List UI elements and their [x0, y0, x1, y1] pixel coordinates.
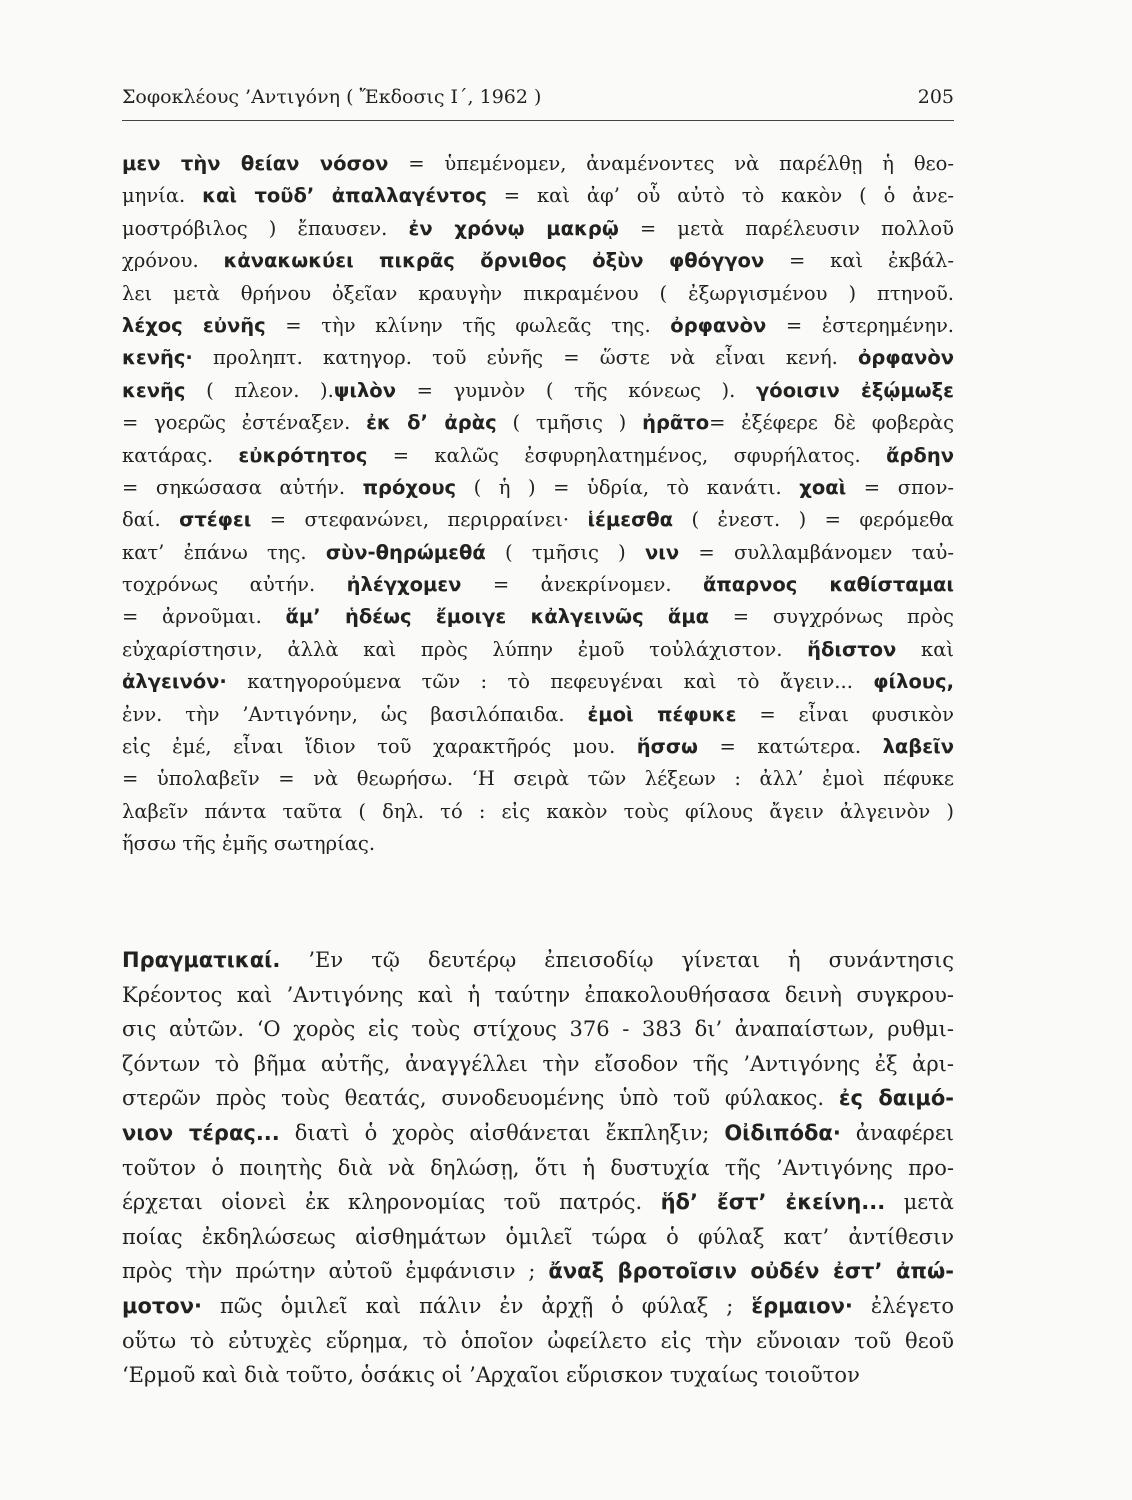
lemma: ἄναξ βροτοῖσιν οὐδέν ἐστ’ ἀπώ-: [548, 1259, 954, 1284]
gloss: ἐλέγετο: [852, 1293, 955, 1318]
gloss: μετὰ: [885, 1190, 954, 1215]
lemma: ἐς δαιμό-: [838, 1086, 954, 1111]
gloss: = ἐστερημένην.: [766, 313, 955, 337]
gloss: τοχρόνως αὐτήν.: [122, 573, 347, 597]
gloss: στερῶν πρὸς τοὺς θεατάς, συνοδευομένης ὑπὸ τοῦ φύλακος.: [122, 1086, 839, 1111]
gloss: = εἶναι φυσικὸν: [736, 702, 954, 726]
gloss: = καλῶς ἐσφυρηλατημένος, σφυρήλατος.: [367, 443, 887, 467]
lemma: ἥδ’ ἔστ’ ἐκείνη...: [660, 1190, 886, 1215]
lemma: ἐμοὶ πέφυκε: [587, 702, 737, 726]
running-header: [122, 86, 954, 121]
gloss: κατάρας.: [122, 443, 239, 467]
gloss: μοστρόβιλος ) ἔπαυσεν.: [122, 216, 409, 240]
text-line: [122, 1220, 954, 1255]
lemma: κενῆς·: [122, 346, 193, 370]
gloss: μηνία.: [122, 184, 203, 208]
gloss: = γυμνὸν ( τῆς κόνεως ).: [395, 378, 757, 402]
gloss: = στεφανώνει, περιρραίνει·: [251, 508, 588, 532]
text-line: [122, 796, 954, 828]
lemma: λέχος εὐνῆς: [122, 313, 266, 337]
lemma: ψιλὸν: [333, 378, 396, 402]
lemma: χοαὶ: [799, 475, 847, 499]
text-line: [122, 278, 954, 310]
text-line: [122, 1151, 954, 1186]
analysis-paragraph: [122, 943, 954, 1393]
lemma: μεν τὴν θείαν νόσον: [122, 152, 389, 175]
text-line: [122, 731, 954, 763]
gloss: κατηγορούμενα τῶν : τὸ πεφευγέναι καὶ τὸ ἄγειν...: [226, 670, 874, 694]
lemma: γόοισιν ἐξῴμωξε: [756, 378, 954, 402]
lemma: ὀρφανὸν: [858, 346, 954, 370]
lemma: νιον τέρας...: [122, 1120, 280, 1145]
gloss: ἐνν. τὴν ’Αντιγόνην, ὡς βασιλόπαιδα.: [122, 702, 588, 726]
lemma: στέφει: [179, 508, 252, 532]
gloss: = τὴν κλίνην τῆς φωλεᾶς της.: [265, 313, 671, 337]
gloss: εὐχαρίστησιν, ἀλλὰ καὶ πρὸς λύπην ἐμοῦ τοὐλάχιστον.: [122, 637, 808, 661]
gloss: = καὶ ἐκβάλ-: [764, 249, 955, 273]
commentary-block: [122, 148, 954, 861]
gloss: = συλλαμβάνομεν ταὐ-: [679, 540, 955, 564]
text-line: [122, 537, 954, 569]
gloss: = ἀρνοῦμαι.: [122, 605, 286, 629]
text-line: [122, 1012, 954, 1047]
text-line: [122, 943, 954, 978]
text-line: [122, 1185, 954, 1220]
lemma: ἥσσω: [636, 735, 698, 759]
text-line: [122, 1358, 954, 1393]
text-line: [122, 342, 954, 374]
lemma: φίλους,: [873, 670, 954, 694]
gloss: έρχεται οἱονεὶ ἐκ κληρονομίας τοῦ πατρός.: [122, 1190, 661, 1215]
gloss: κατ’ ἐπάνω της.: [122, 540, 326, 564]
gloss: τοῦτον ὁ ποιητὴς διὰ νὰ δηλώσῃ, ὅτι ἡ δυστυχία τῆς ’Αντιγόνης προ-: [122, 1155, 954, 1180]
text-line: [122, 763, 954, 795]
text-line: [122, 440, 954, 472]
gloss: ( πλεον. ).: [185, 378, 334, 402]
text-line: [122, 180, 954, 212]
gloss: ‘Ερμοῦ καὶ διὰ τοῦτο, ὁσάκις οἱ ’Αρχαῖοι εὕρισκον τυχαίως τοιοῦτον: [122, 1363, 860, 1388]
gloss: οὕτω τὸ εὐτυχὲς εὕρημα, τὸ ὁποῖον ὠφείλετο εἰς τὴν εὔνοιαν τοῦ θεοῦ: [122, 1328, 954, 1353]
text-line: [122, 666, 954, 698]
gloss: ποίας ἐκδηλώσεως αἰσθημάτων ὁμιλεῖ τώρα ὁ φύλαξ κατ’ ἀντίθεσιν: [122, 1224, 954, 1249]
lemma: κενῆς: [122, 378, 186, 402]
text-line: [122, 504, 954, 536]
lemma: σὺν-θηρώμεθά: [325, 540, 486, 564]
gloss: = ὑπεμένομεν, ἀναμένοντες νὰ παρέλθῃ ἡ θεο-: [388, 152, 954, 175]
gloss: ( ἡ ) = ὑδρία, τὸ κανάτι.: [456, 475, 800, 499]
gloss: προληπτ. κατηγορ. τοῦ εὐνῆς = ὥστε νὰ εἶναι κενή.: [192, 346, 859, 370]
lemma: Οἰδιπόδα·: [724, 1120, 841, 1145]
text-line: [122, 1289, 954, 1324]
page-number: 205: [917, 86, 954, 108]
gloss: ’Εν τῷ δευτέρῳ ἐπεισοδίῳ γίνεται ἡ συνάντησις: [280, 948, 954, 972]
gloss: διατὶ ὁ χορὸς αἰσθάνεται ἔκπληξιν;: [279, 1120, 725, 1145]
text-line: [122, 978, 954, 1013]
text-line: [122, 828, 954, 860]
text-line: [122, 310, 954, 342]
gloss: καὶ: [896, 637, 955, 661]
gloss: = ὑπολαβεῖν = νὰ θεωρήσω. ‘Η σειρὰ τῶν λέξεων : ἀλλ’ ἐμοὶ πέφυκε: [122, 767, 954, 791]
text-line: [122, 375, 954, 407]
lemma: εὐκρότητος: [238, 443, 368, 467]
header-title: Σοφοκλέους ’Αντιγόνη ( Ἔκδοσις Ι΄, 1962 ): [122, 86, 542, 108]
lemma: ἄρδην: [886, 443, 954, 467]
text-line: [122, 601, 954, 633]
gloss: ζόντων τὸ βῆμα αὐτῆς, ἀναγγέλλει τὴν εἴσοδον τῆς ’Αντιγόνης ἐξ ἀρι-: [122, 1051, 954, 1076]
gloss: = ἀνεκρίνομεν.: [461, 573, 703, 597]
lemma: λαβεῖν: [882, 735, 954, 759]
text-line: [122, 472, 954, 504]
text-line: [122, 148, 954, 180]
gloss: ( ἐνεστ. ) = φερόμεθα: [673, 508, 954, 532]
gloss: = καὶ ἀφ’ οὗ αὐτὸ τὸ κακὸν ( ὁ ἀνε-: [486, 184, 955, 208]
gloss: = σηκώσασα αὐτήν.: [122, 475, 363, 499]
gloss: ἀναφέρει: [840, 1120, 954, 1145]
text-line: [122, 634, 954, 666]
gloss: = σπον-: [846, 475, 955, 499]
gloss: = ἐξέφερε δὲ φοβερὰς: [709, 411, 955, 435]
gloss: πρὸς τὴν πρώτην αὐτοῦ ἐμφάνισιν ;: [122, 1259, 549, 1284]
gloss: δαί.: [122, 508, 180, 532]
gloss: = συγχρόνως πρὸς: [709, 605, 954, 629]
lemma: Πραγματικαί.: [122, 948, 281, 972]
lemma: ἐν χρόνῳ μακρῷ: [408, 216, 619, 240]
gloss: ἥσσω τῆς ἐμῆς σωτηρίας.: [122, 832, 376, 856]
lemma: ἄπαρνος καθίσταμαι: [702, 573, 955, 597]
gloss: = κατώτερα.: [698, 735, 883, 759]
text-line: [122, 699, 954, 731]
text-line: [122, 1081, 954, 1116]
lemma: νιν: [644, 540, 680, 564]
gloss: πῶς ὁμιλεῖ καὶ πάλιν ἐν ἀρχῇ ὁ φύλαξ ;: [202, 1293, 752, 1318]
text-line: [122, 1116, 954, 1151]
lemma: ἥδιστον: [807, 637, 897, 661]
lemma: ἅμ’ ἡδέως ἔμοιγε κἀλγεινῶς ἅμα: [285, 605, 710, 629]
gloss: λει μετὰ θρήνου ὀξεῖαν κραυγὴν πικραμένου ( ἐξωργισμένου ) πτηνοῦ.: [122, 281, 954, 305]
gloss: ( τμῆσις ): [496, 411, 643, 435]
lemma: ἱέμεσθα: [587, 508, 674, 532]
text-line: [122, 245, 954, 277]
lemma: ἐκ δ’ ἀρὰς: [366, 411, 497, 435]
text-line: [122, 569, 954, 601]
lemma: καὶ τοῦδ’ ἀπαλλαγέντος: [202, 184, 487, 208]
lemma: ἀλγεινόν·: [122, 670, 227, 694]
text-line: [122, 407, 954, 439]
lemma: ὀρφανὸν: [670, 313, 767, 337]
text-line: [122, 1047, 954, 1082]
gloss: σις αὐτῶν. ‘Ο χορὸς εἰς τοὺς στίχους 376 - 383 δι’ ἀναπαίστων, ρυθμι-: [122, 1017, 954, 1042]
lemma: ἠρᾶτο: [642, 411, 710, 435]
gloss: = μετὰ παρέλευσιν πολλοῦ: [618, 216, 954, 240]
gloss: = γοερῶς ἐστέναξεν.: [122, 411, 367, 435]
gloss: ( τμῆσις ): [485, 540, 645, 564]
text-line: [122, 213, 954, 245]
gloss: λαβεῖν πάντα ταῦτα ( δηλ. τό : εἰς κακὸν τοὺς φίλους ἄγειν ἀλγεινὸν ): [122, 799, 954, 823]
lemma: κἀνακωκύει πικρᾶς ὄρνιθος ὀξὺν φθόγγον: [223, 249, 765, 273]
text-line: [122, 1324, 954, 1359]
lemma: μοτον·: [122, 1293, 202, 1318]
gloss: χρόνου.: [122, 249, 224, 273]
gloss: Κρέοντος καὶ ’Αντιγόνης καὶ ἡ ταύτην ἐπακολουθήσασα δεινὴ συγκρου-: [122, 982, 954, 1007]
lemma: ἕρμαιον·: [751, 1293, 853, 1318]
lemma: ἠλέγχομεν: [346, 573, 462, 597]
text-line: [122, 1254, 954, 1289]
gloss: εἰς ἐμέ, εἶναι ἴδιον τοῦ χαρακτῆρός μου.: [122, 735, 637, 759]
lemma: πρόχους: [362, 475, 457, 499]
